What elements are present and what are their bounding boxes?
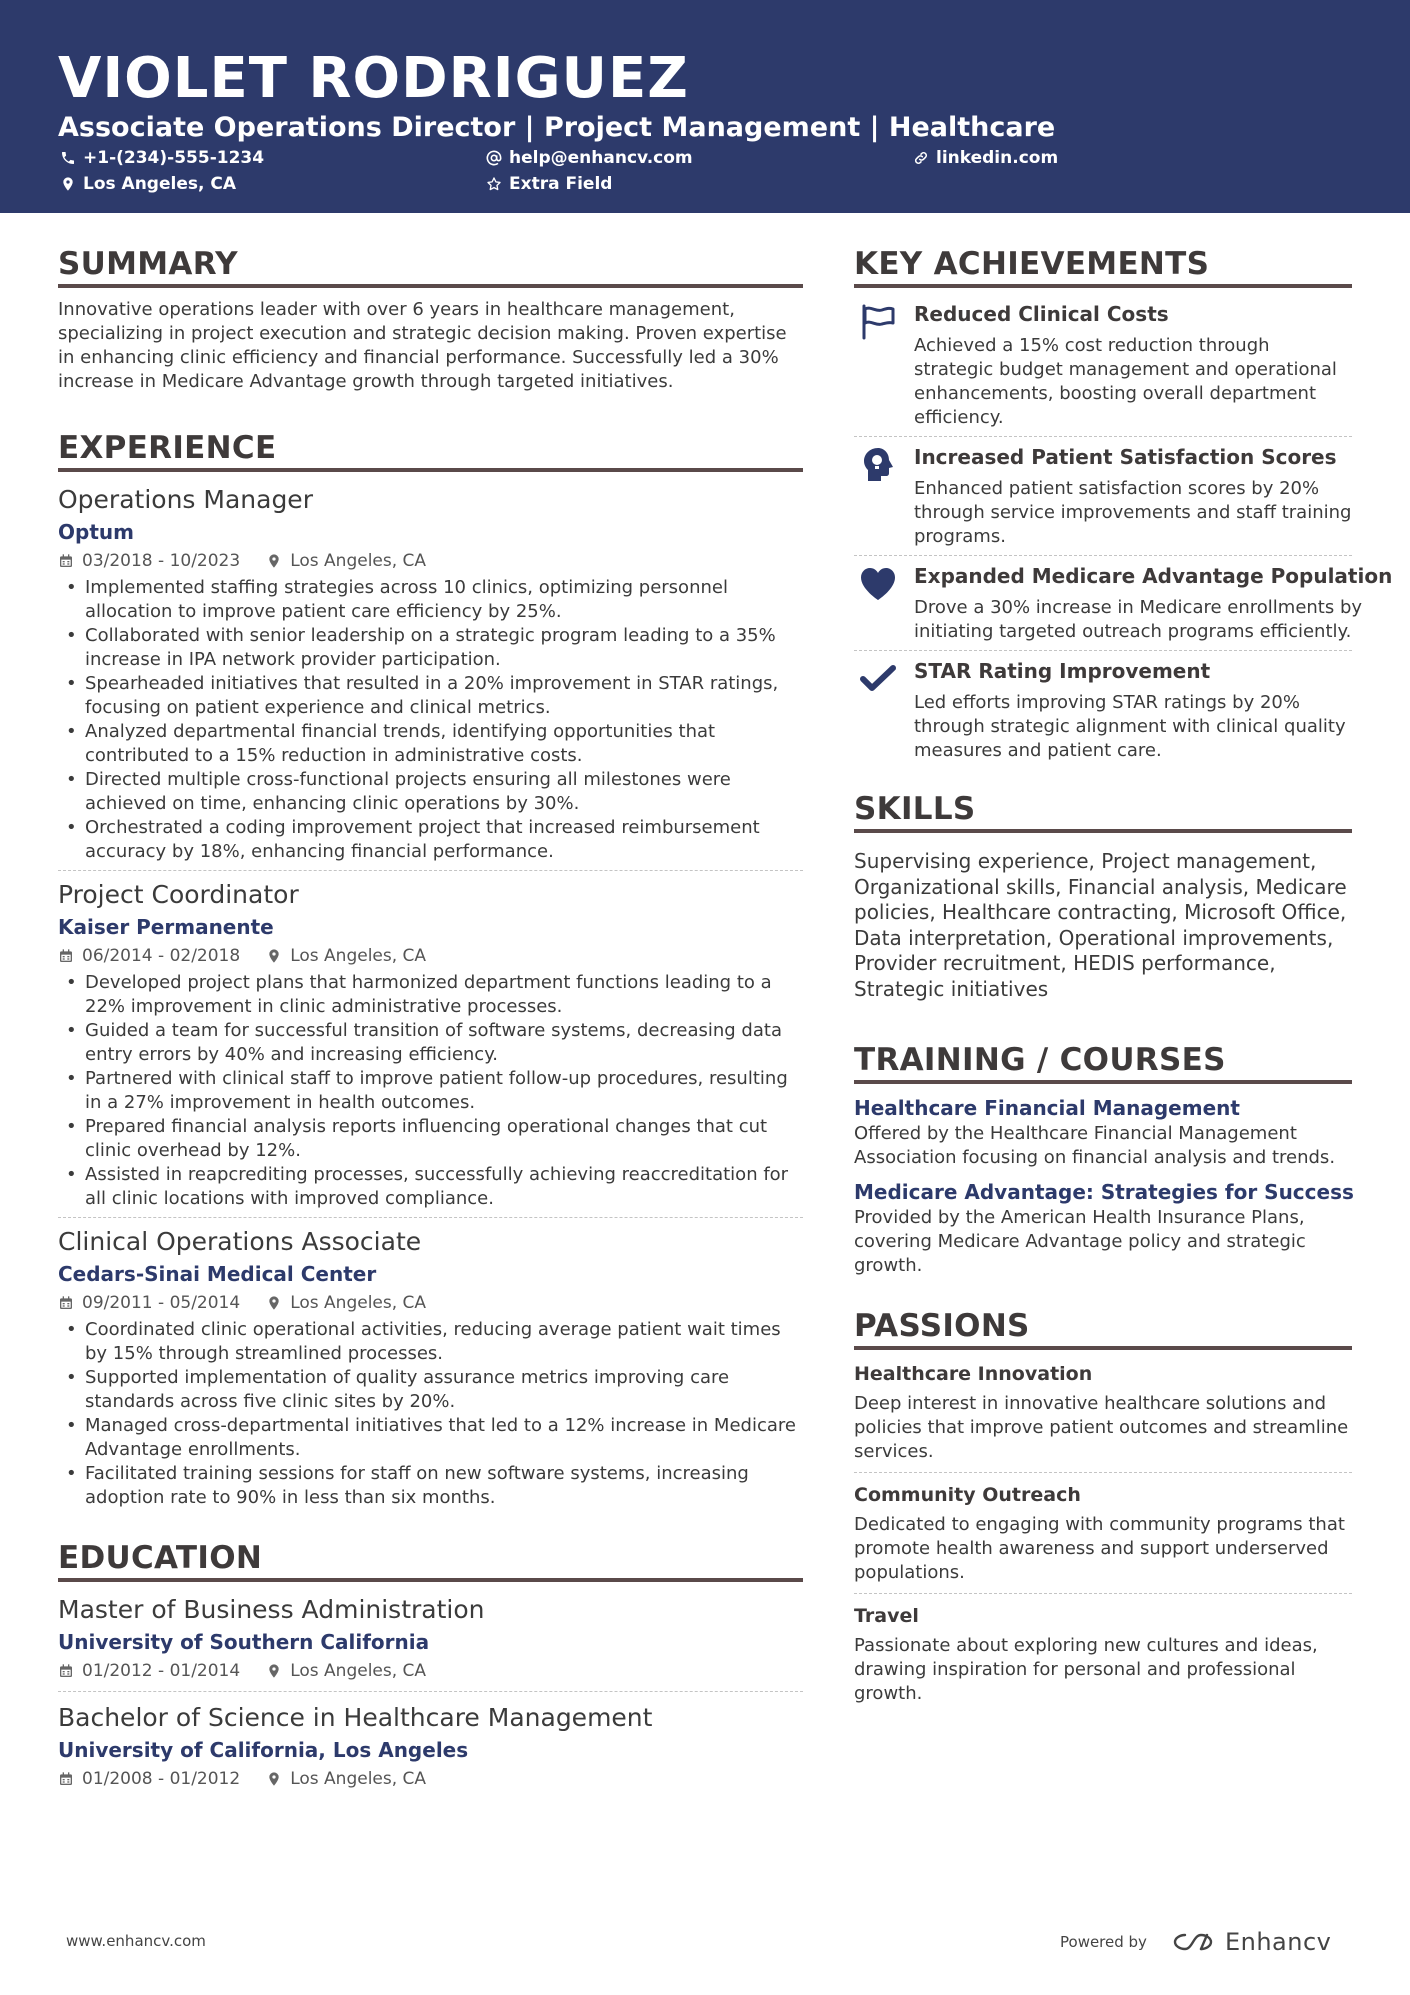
course-desc: Provided by the American Health Insurance Plans, covering Medicare Advantage policy and strategic growth. [854,1207,1306,1276]
experience-heading: EXPERIENCE [58,428,803,472]
footer-website-link[interactable]: www.enhancv.com [66,1932,206,1950]
brand-name: Enhancv [1224,1928,1332,1956]
job-bullet: • Coordinated clinic operational activities, reducing average patient wait times by 15% through streamlined processes. [58,1318,803,1366]
location-pin-icon [60,176,76,192]
resume-header [0,0,1410,213]
job-bullet: • Orchestrated a coding improvement project that increased reimbursement accuracy by 18%, enhancing financial performance. [58,816,803,864]
job-title: Project Coordinator [58,880,299,909]
job-bullet: • Spearheaded initiatives that resulted in a 20% improvement in STAR ratings, focusing on patient experience and clinical metrics. [58,672,803,720]
job-bullet: • Implemented staffing strategies across 10 clinics, optimizing personnel allocation to improve patient care efficiency by 25%. [58,576,803,624]
job-dates: 06/2014 - 02/2018 [82,946,241,966]
achievement-icon-wrap [854,562,914,644]
achievement-desc: Enhanced patient satisfaction scores by 20% through service improvements and staff training programs. [914,478,1352,547]
phone-icon [60,150,76,166]
passion-item [854,1602,1352,1714]
job-bullet: • Directed multiple cross-functional projects ensuring all milestones were achieved on time, enhancing clinic operations by 30%. [58,768,803,816]
education-location-text: Los Angeles, CA [290,1661,427,1681]
job-bullets [58,576,803,864]
job-location [266,1291,426,1315]
company-name: Cedars-Sinai Medical Center [58,1262,377,1286]
job-bullets [58,971,803,1211]
summary-heading: SUMMARY [58,244,803,288]
passion-title: Healthcare Innovation [854,1363,1093,1385]
school-name: University of California, Los Angeles [58,1738,469,1762]
training-heading: TRAINING / COURSES [854,1040,1352,1084]
job-meta [58,1291,803,1315]
job-bullet: • Prepared financial analysis reports influencing operational changes that cut clinic overhead by 12%. [58,1115,803,1163]
contact-email[interactable] [486,147,693,169]
job-location [266,944,426,968]
passion-desc: Dedicated to engaging with community programs that promote health awareness and support underserved populations. [854,1514,1345,1583]
achievement-body [914,562,1392,644]
head-idea-icon [858,445,898,485]
calendar-icon [58,553,74,569]
achievements-heading: KEY ACHIEVEMENTS [854,244,1352,288]
job-location [266,549,426,573]
extra-field-text: Extra Field [509,174,613,194]
company-name: Kaiser Permanente [58,915,274,939]
job-title: Clinical Operations Associate [58,1227,422,1256]
calendar-icon [58,1295,74,1311]
job-entry [58,484,803,871]
education-meta [58,1659,803,1683]
location-text: Los Angeles, CA [83,174,236,194]
passion-item [854,1360,1352,1473]
email-link[interactable]: help@enhancv.com [509,148,693,168]
job-bullet: • Assisted in reapcrediting processes, successfully achieving reaccreditation for all clinic locations with improved compliance. [58,1163,803,1211]
skills-text: Supervising experience, Project management, Organizational skills, Financial analysis, Medicare policies, Healthcare contracting, Microsoft Office, Data interpretation, Operational improvements, Provider recruitment, HEDIS performance, Strategic initiatives [854,849,1347,1001]
job-bullet: • Developed project plans that harmonized department functions leading to a 22% improvement in clinic administrative processes. [58,971,803,1019]
job-meta [58,944,803,968]
education-dates: 01/2008 - 01/2012 [82,1769,241,1789]
achievement-title: Reduced Clinical Costs [914,302,1169,326]
right-column [854,244,1393,1722]
skills-section [854,789,1352,1002]
achievement-item [854,437,1352,556]
achievement-desc: Led efforts improving STAR ratings by 20% through strategic alignment with clinical quality measures and patient care. [914,692,1346,761]
education-section [58,1538,803,1799]
course-title: Healthcare Financial Management [854,1096,1240,1120]
achievement-item [854,651,1352,769]
achievement-body [914,657,1352,763]
achievement-icon-wrap [854,443,914,549]
achievement-desc: Achieved a 15% cost reduction through strategic budget management and operational enhancements, boosting overall department efficiency. [914,335,1337,428]
job-dates: 09/2011 - 05/2014 [82,1293,241,1313]
job-title: Operations Manager [58,485,313,514]
passion-desc: Passionate about exploring new cultures and ideas, drawing inspiration for personal and professional growth. [854,1635,1318,1704]
flag-icon [858,302,898,342]
calendar-icon [58,1663,74,1679]
location-pin-icon [266,553,282,569]
education-location [266,1767,426,1791]
job-bullets [58,1318,803,1510]
education-heading: EDUCATION [58,1538,803,1582]
education-dates: 01/2012 - 01/2014 [82,1661,241,1681]
passion-title: Travel [854,1605,919,1627]
course-item [854,1094,1352,1170]
location-pin-icon [266,1295,282,1311]
checkmark-icon [858,659,898,699]
training-section [854,1040,1352,1278]
job-bullet: • Partnered with clinical staff to improve patient follow-up procedures, resulting in a 27% improvement in health outcomes. [58,1067,803,1115]
calendar-icon [58,948,74,964]
phone-text: +1-(234)-555-1234 [83,148,265,168]
achievement-icon-wrap [854,657,914,763]
contact-location [60,173,236,195]
left-column [58,244,803,1809]
linkedin-link[interactable]: linkedin.com [936,148,1059,168]
job-bullet: • Supported implementation of quality assurance metrics improving care standards across five clinic sites by 20%. [58,1366,803,1414]
achievements-section [854,244,1393,769]
education-location-text: Los Angeles, CA [290,1769,427,1789]
powered-by-text: Powered by [1060,1933,1147,1951]
job-bullet: • Guided a team for successful transition of software systems, decreasing data entry errors by 40% and increasing efficiency. [58,1019,803,1067]
enhancv-logo-icon [1171,1930,1217,1954]
star-icon [486,176,502,192]
achievement-desc: Drove a 30% increase in Medicare enrollments by initiating targeted outreach programs efficiently. [914,597,1363,642]
achievement-title: STAR Rating Improvement [914,659,1211,683]
achievement-item [854,556,1393,651]
candidate-title: Associate Operations Director | Project Management | Healthcare [58,112,1056,143]
passions-heading: PASSIONS [854,1306,1352,1350]
education-entry [58,1594,803,1692]
achievement-icon-wrap [854,300,914,430]
course-title: Medicare Advantage: Strategies for Success [854,1180,1354,1204]
achievement-body [914,443,1352,549]
location-pin-icon [266,1663,282,1679]
education-entry [58,1702,803,1799]
contact-extra [486,173,612,195]
passion-item [854,1481,1352,1594]
summary-text: Innovative operations leader with over 6 years in healthcare management, specializing in project execution and strategic decision making. Proven expertise in enhancing clinic efficiency and financial performance. Successfully led a 30% increase in Medicare Advantage growth through targeted initiatives. [58,299,787,392]
passion-title: Community Outreach [854,1484,1081,1506]
candidate-name: VIOLET RODRIGUEZ [58,46,689,111]
location-pin-icon [266,1771,282,1787]
at-icon [486,150,502,166]
achievement-body [914,300,1352,430]
job-bullet: • Managed cross-departmental initiatives that led to a 12% increase in Medicare Advantage enrollments. [58,1414,803,1462]
degree-title: Bachelor of Science in Healthcare Management [58,1703,653,1732]
job-bullet: • Collaborated with senior leadership on a strategic program leading to a 35% increase in IPA network provider participation. [58,624,803,672]
passions-section [854,1306,1352,1714]
experience-section [58,428,803,1516]
job-bullet: • Facilitated training sessions for staff on new software systems, increasing adoption rate to 90% in less than six months. [58,1462,803,1510]
degree-title: Master of Business Administration [58,1595,485,1624]
job-location-text: Los Angeles, CA [290,551,427,571]
education-location [266,1659,426,1683]
heart-icon [858,564,898,604]
job-location-text: Los Angeles, CA [290,946,427,966]
link-icon [913,150,929,166]
achievement-title: Increased Patient Satisfaction Scores [914,445,1337,469]
passion-desc: Deep interest in innovative healthcare solutions and policies that improve patient outcomes and streamline services. [854,1393,1349,1462]
job-meta [58,549,803,573]
achievement-item [854,294,1352,437]
summary-section [58,244,803,394]
calendar-icon [58,1771,74,1787]
school-name: University of Southern California [58,1630,430,1654]
location-pin-icon [266,948,282,964]
job-entry [58,879,803,1218]
job-location-text: Los Angeles, CA [290,1293,427,1313]
achievement-title: Expanded Medicare Advantage Population [914,564,1393,588]
job-dates: 03/2018 - 10/2023 [82,551,241,571]
education-meta [58,1767,803,1791]
footer-branding [1060,1928,1331,1956]
job-entry [58,1226,803,1516]
job-bullet: • Analyzed departmental financial trends, identifying opportunities that contributed to a 15% reduction in administrative costs. [58,720,803,768]
contact-linkedin[interactable] [913,147,1058,169]
contact-phone [60,147,264,169]
skills-heading: SKILLS [854,789,1352,833]
course-desc: Offered by the Healthcare Financial Management Association focusing on financial analysis and trends. [854,1123,1336,1168]
company-name: Optum [58,520,134,544]
course-item [854,1178,1352,1278]
